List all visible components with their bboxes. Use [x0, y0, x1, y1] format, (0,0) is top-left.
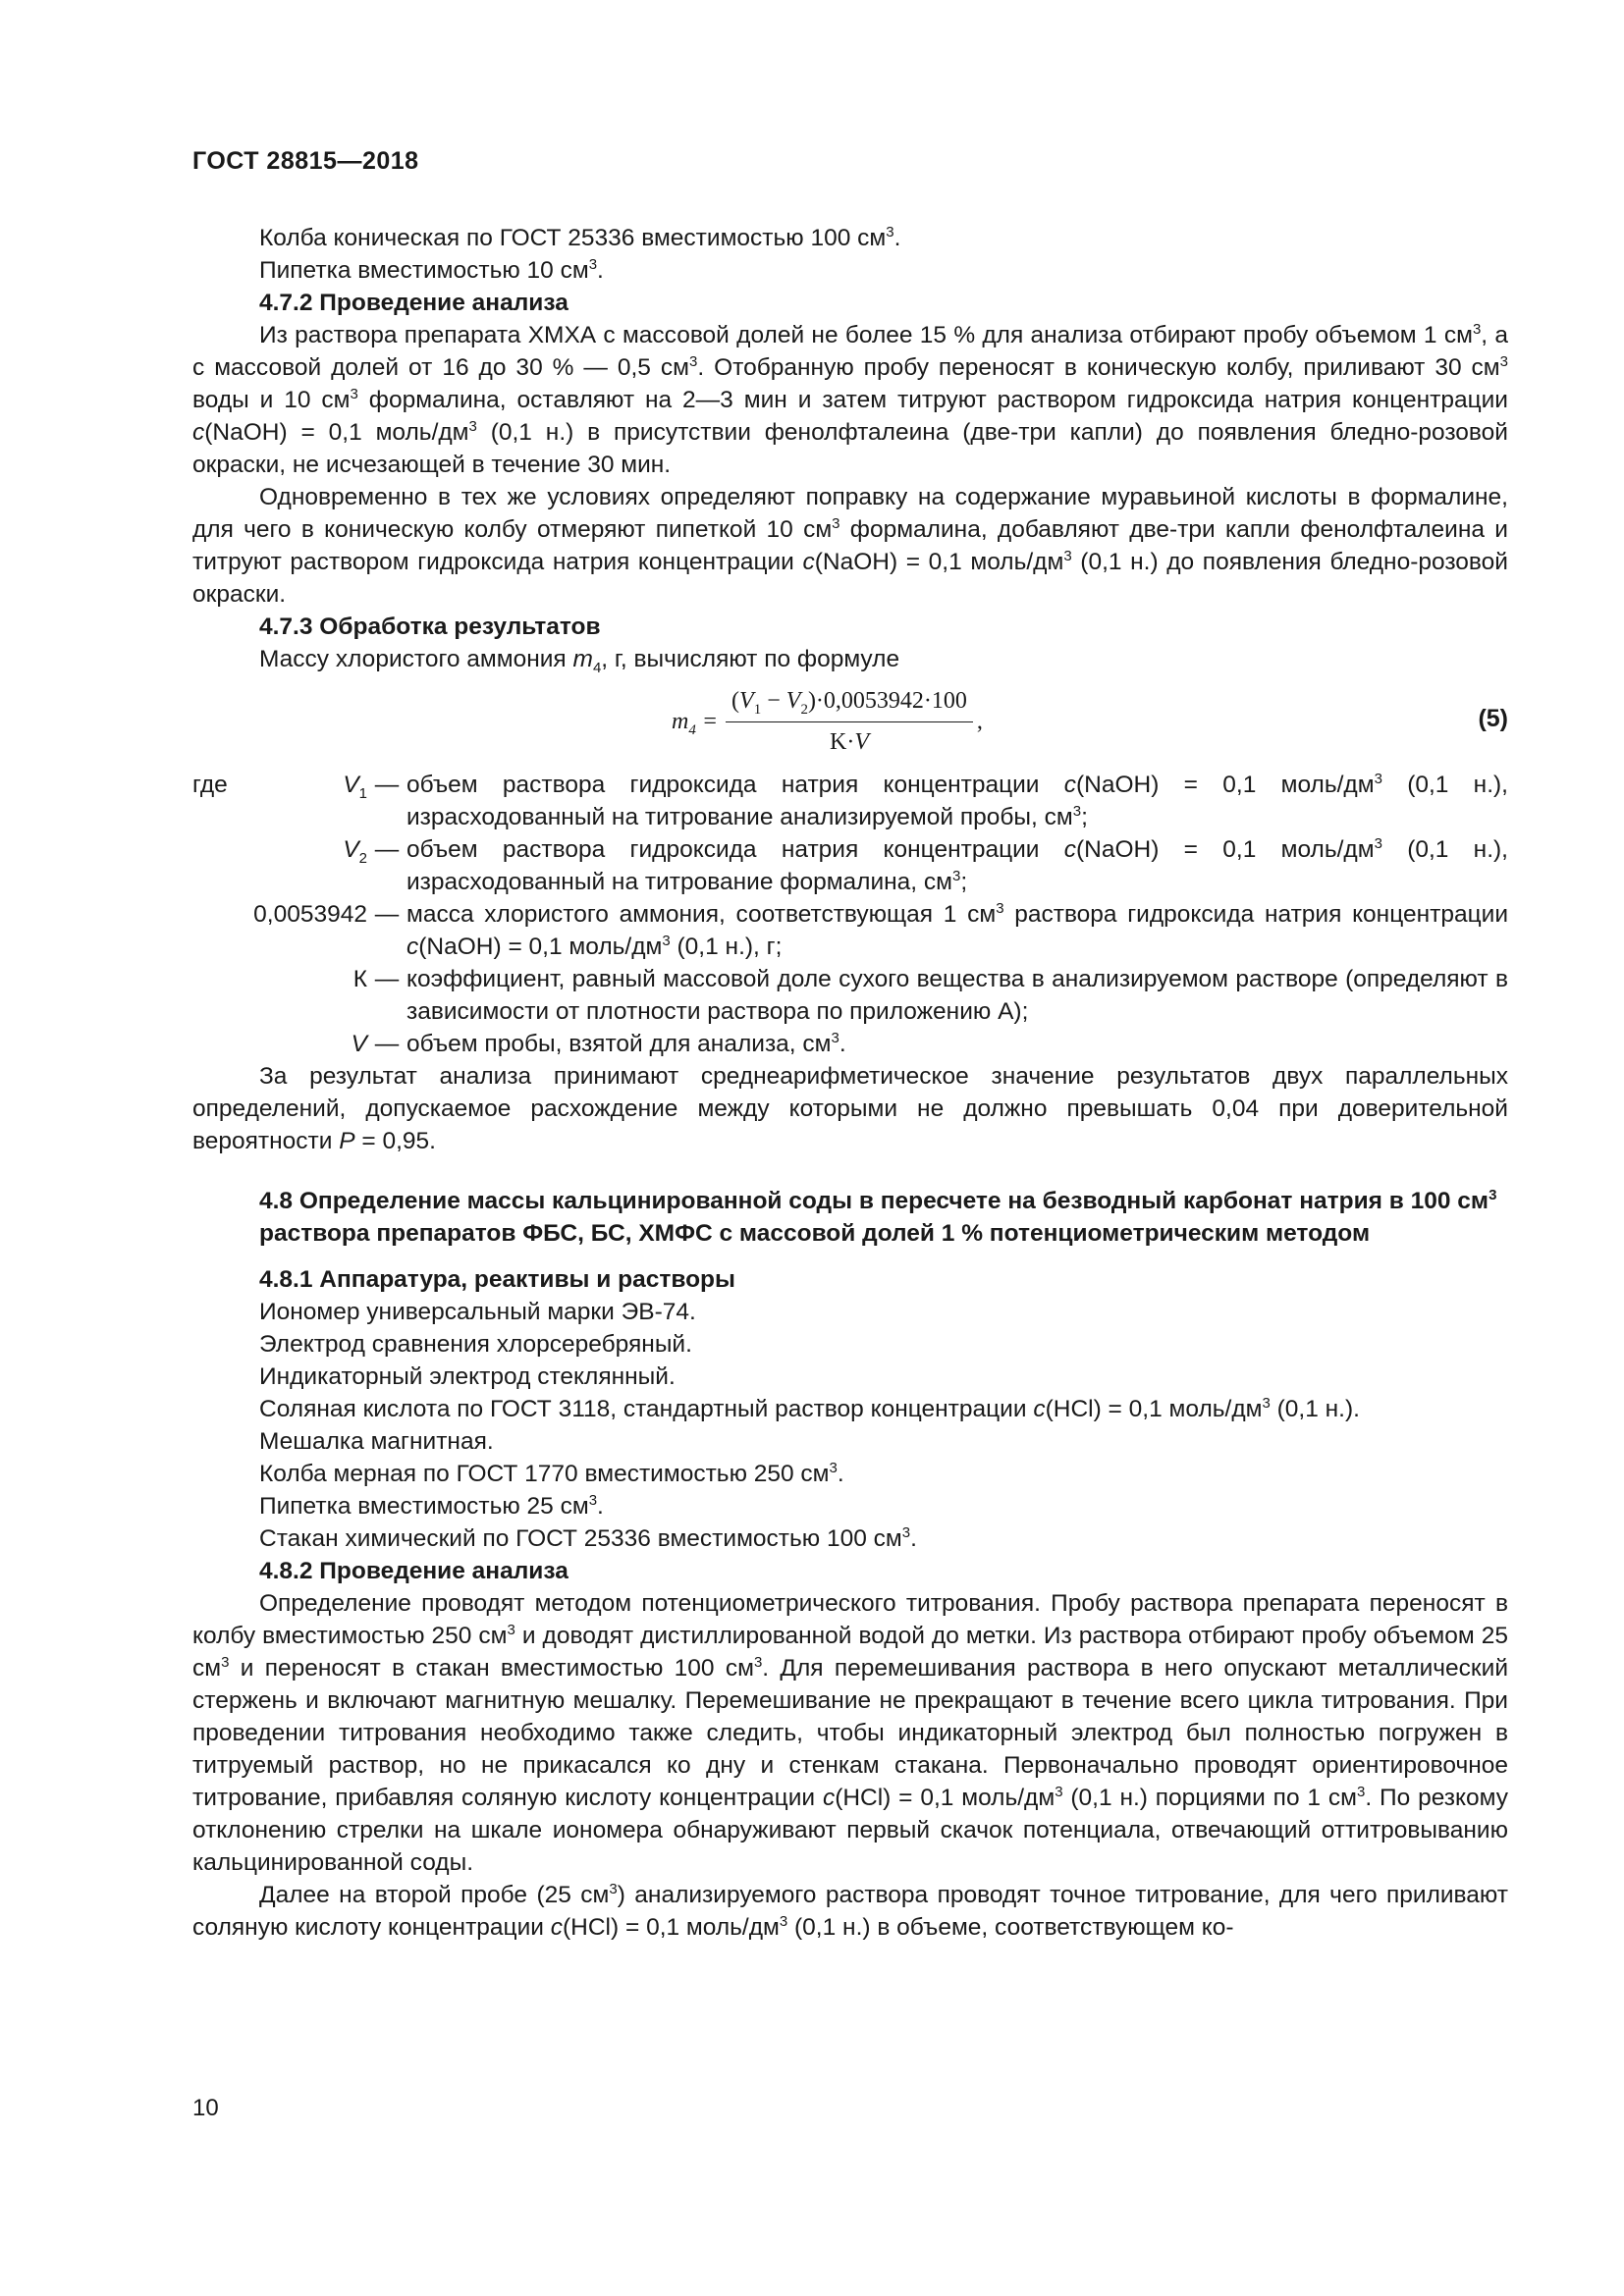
formula-expression: $m_4$ = $\frac{(V_1 - V_2)\cdot 0,0053942\cdot 100}{K\cdot V}$ , — [672, 685, 983, 759]
page-content — [192, 222, 1508, 1944]
variables-legend — [192, 769, 1508, 1060]
paragraph-titration: Определение проводят методом потенциометрического титрования. Пробу раствора препарата переносят в колбу вместимостью 250 $см^3$ и доводят дистиллированной водой до метки. Из раствора отбирают пробу объемом 25 $см^3$ и переносят в стакан вместимостью 100 $см^3$. Для перемешивания раствора в него опускают металлический стержень и включают магнитную мешалку. Перемешивание не прекращают в течение всего цикла титрования. При проведении титрования необходимо также следить, чтобы индикаторный электрод был полностью погружен в титруемый раствор, но не прикасался ко дну и стенкам стакана. Первоначально проводят ориентировочное титрование, прибавляя соляную кислоту концентрации c(HCl) = 0,1 моль/$дм^3$ (0,1 н.) порциями по 1 $см^3$. По резкому отклонению стрелки на шкале иономера обнаруживают первый скачок потенциала, отвечающий оттитровыванию кальцинированной соды. — [192, 1590, 1509, 1876]
legend-where-word: где — [192, 772, 228, 798]
heading-4-7-3: 4.7.3 Обработка результатов — [259, 614, 601, 640]
list-item-pipette: Пипетка вместимостью 25 $см^3$. — [259, 1492, 604, 1520]
paragraph-flask: Колба коническая по ГОСТ 25336 вместимостью 100 $см^3$. — [259, 224, 901, 251]
formula-lhs: $m_4$ = — [672, 709, 719, 738]
legend-row-constant: 0,0053942 — масса хлористого аммония, соответствующая 1 $см^3$ раствора гидроксида натрия концентрации c(NaOH) = 0,1 моль/$дм^3$ (0,1 н.), г; — [253, 900, 1509, 960]
document-header: ГОСТ 28815—2018 — [192, 147, 419, 175]
formula-fraction — [726, 685, 973, 759]
paragraph-mass-intro: Массу хлористого аммония $m_4$, г, вычисляют по формуле — [259, 646, 900, 676]
legend-row-v: V — объем пробы, взятой для анализа, $см^3$. — [351, 1030, 846, 1057]
heading-4-8-1: 4.8.1 Аппаратура, реактивы и растворы — [259, 1266, 735, 1293]
paragraph-procedure: Из раствора препарата ХМХА с массовой долей не более 15 % для анализа отбирают пробу объемом 1 $см^3$, а с массовой долей от 16 до 30 % — 0,5 $см^3$. Отобранную пробу переносят в коническую колбу, приливают 30 $см^3$ воды и 10 $см^3$ формалина, оставляют на 2—3 мин и затем титруют раствором гидроксида натрия концентрации c(NaOH) = 0,1 моль/$дм^3$ (0,1 н.) в присутствии фенолфталеина (две-три капли) до появления бледно-розовой окраски, не исчезающей в течение 30 мин. — [192, 321, 1508, 478]
list-item-stirrer: Мешалка магнитная. — [259, 1428, 494, 1455]
formula-numerator: $(V_1 - V_2)\cdot 0,0053942\cdot 100$ — [726, 685, 973, 722]
page-number: 10 — [192, 2095, 219, 2121]
legend-row-v2: $V_2$ — объем раствора гидроксида натрия концентрации c(NaOH) = 0,1 моль/$дм^3$ (0,1 н.), израсходованный на титрование формалина, $см^3$; — [343, 835, 1508, 895]
list-item-indicator-electrode: Индикаторный электрод стеклянный. — [259, 1363, 676, 1390]
paragraph-result: За результат анализа принимают среднеарифметическое значение результатов двух параллельных определений, допускаемое расхождение между которыми не должно превышать 0,04 при доверительной вероятности P = 0,95. — [192, 1063, 1508, 1154]
legend-row-k: К — коэффициент, равный массовой доле сухого вещества в анализируемом растворе (определяют в зависимости от плотности раствора по приложению А); — [352, 966, 1508, 1025]
heading-4-8-2: 4.8.2 Проведение анализа — [259, 1558, 568, 1584]
list-item-volumetric-flask: Колба мерная по ГОСТ 1770 вместимостью 250 $см^3$. — [259, 1460, 844, 1487]
formula-denominator: K·V — [829, 729, 869, 755]
paragraph-pipette: Пипетка вместимостью 10 $см^3$. — [259, 256, 604, 284]
paragraph-second-sample: Далее на второй пробе (25 $см^3$) анализируемого раствора проводят точное титрование, для чего приливают соляную кислоту концентрации c(HCl) = 0,1 моль/$дм^3$ (0,1 н.) в объеме, соответствующем ко- — [192, 1881, 1508, 1941]
list-item-reference-electrode: Электрод сравнения хлорсеребряный. — [259, 1331, 692, 1358]
heading-4-8: 4.8 Определение массы кальцинированной соды в пересчете на безводный карбонат натрия в 100 $см^3$ раствора препаратов ФБС, БС, ХМФС с массовой долей 1 % потенциометрическим методом — [259, 1187, 1497, 1247]
paragraph-correction: Одновременно в тех же условиях определяют поправку на содержание муравьиной кислоты в формалине, для чего в коническую колбу отмеряют пипеткой 10 $см^3$ формалина, добавляют две-три капли фенолфталеина и титруют раствором гидроксида натрия концентрации c(NaOH) = 0,1 моль/$дм^3$ (0,1 н.) до появления бледно-розовой окраски. — [192, 484, 1508, 608]
heading-4-7-2: 4.7.2 Проведение анализа — [259, 290, 568, 316]
legend-row-v1: где $V_1$ — объем раствора гидроксида натрия концентрации c(NaOH) = 0,1 моль/$дм^3$ (0,1 н.), израсходованный на титрование анализируемой пробы, $см^3$; — [192, 771, 1508, 830]
list-item-hcl: Соляная кислота по ГОСТ 3118, стандартный раствор концентрации c(HCl) = 0,1 моль/$дм^3$ (0,1 н.). — [259, 1395, 1360, 1422]
list-item-beaker: Стакан химический по ГОСТ 25336 вместимостью 100 $см^3$. — [259, 1524, 917, 1552]
formula-5 — [192, 675, 1508, 769]
list-item-ionomer: Иономер универсальный марки ЭВ-74. — [259, 1299, 696, 1325]
formula-number: (5) — [1478, 705, 1508, 732]
